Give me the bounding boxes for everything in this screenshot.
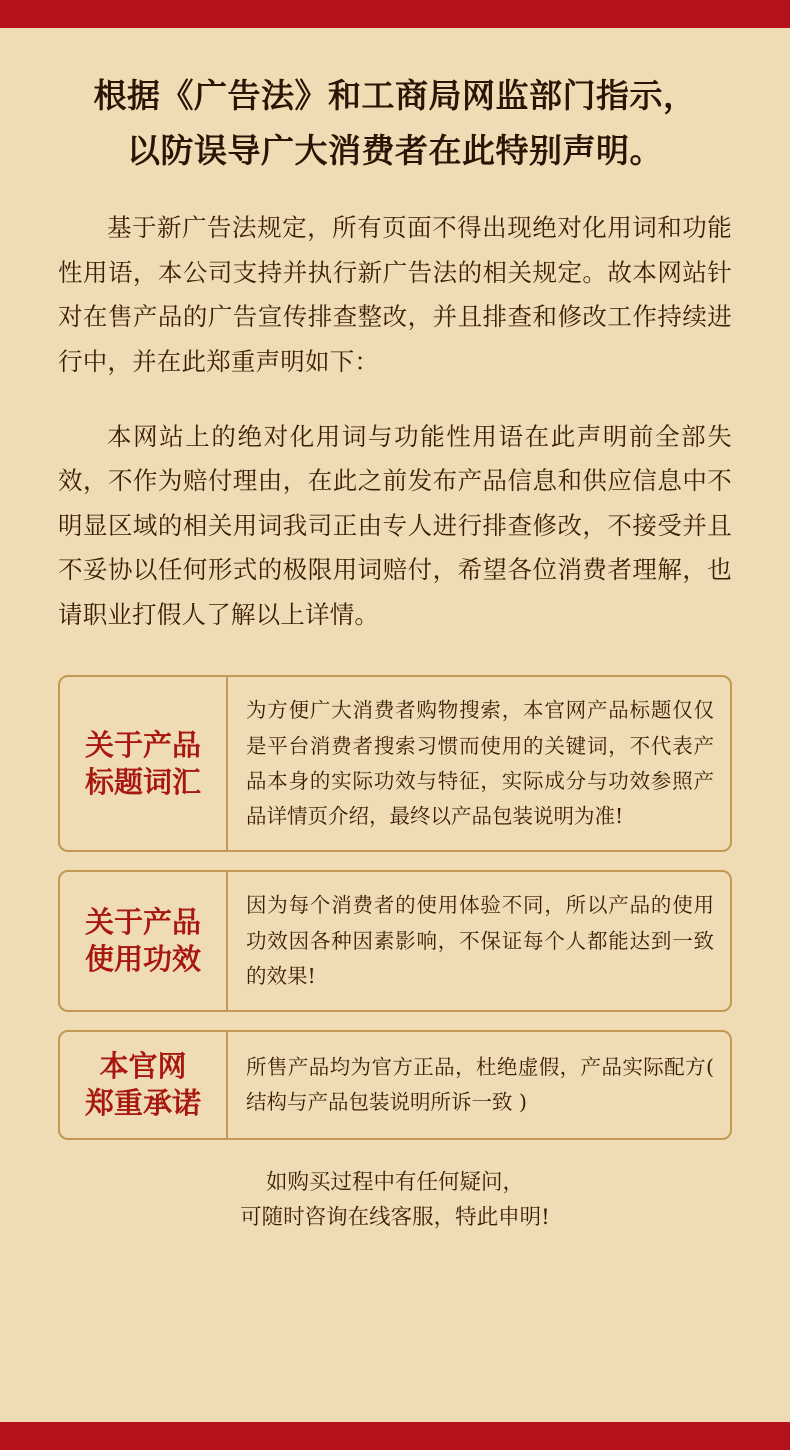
statement-paragraph-1: 基于新广告法规定，所有页面不得出现绝对化用词和功能性用语，本公司支持并执行新广告法的相关规定。故本网站针对在售产品的广告宣传排查整改，并且排查和修改工作持续进行中，并在此郑重声明如下：	[58, 213, 732, 377]
footer-line-2: 可随时咨询在线客服，特此申明!	[240, 1205, 550, 1231]
note-title-line-2: 使用功效	[84, 942, 201, 977]
note-body-text: 所售产品均为官方正品，杜绝虚假，产品实际配方( 结构与产品包装说明所诉一致 )	[246, 1055, 714, 1115]
note-box-body-official-promise	[228, 1032, 730, 1138]
page-title-line-2: 以防误导广大消费者在此特别声明。	[127, 131, 663, 171]
note-box-title-official-promise	[60, 1032, 228, 1138]
statement-paragraph-2: 本网站上的绝对化用词与功能性用语在此声明前全部失效，不作为赔付理由，在此之前发布产品信息和供应信息中不明显区域的相关用词我司正由专人进行排查修改，不接受并且不妥协以任何形式的极限用词赔付，希望各位消费者理解，也请职业打假人了解以上详情。	[58, 421, 732, 629]
page-title	[58, 70, 732, 176]
footer-line-1: 如购买过程中有任何疑问，	[265, 1170, 524, 1196]
note-body-text: 因为每个消费者的使用体验不同，所以产品的使用功效因各种因素影响，不保证每个人都能达到一致的效果!	[246, 893, 714, 988]
note-box-body-product-title	[228, 677, 730, 850]
note-body-text: 为方便广大消费者购物搜索，本官网产品标题仅仅是平台消费者搜索习惯而使用的关键词，不代表产品本身的实际功效与特征，实际成分与功效参照产品详情页介绍，最终以产品包装说明为准!	[246, 698, 714, 829]
note-title-line-2: 标题词汇	[84, 764, 201, 799]
note-title-line-1: 关于产品	[84, 727, 201, 762]
note-title-line-1: 本官网	[99, 1049, 187, 1084]
note-box-official-promise	[58, 1030, 732, 1140]
page-title-line-1: 根据《广告法》和工商局网监部门指示，	[93, 76, 697, 115]
disclaimer-content	[0, 28, 790, 1236]
note-title-line-2: 郑重承诺	[84, 1086, 201, 1121]
note-title-line-1: 关于产品	[84, 905, 201, 940]
note-box-body-product-efficacy	[228, 872, 730, 1010]
footer-note	[58, 1166, 732, 1236]
note-box-list	[58, 675, 732, 1140]
disclaimer-panel	[0, 28, 790, 1422]
note-box-title-product-title	[60, 677, 228, 850]
note-box-title-product-efficacy	[60, 872, 228, 1010]
note-box-product-title	[58, 675, 732, 852]
note-box-product-efficacy	[58, 870, 732, 1012]
